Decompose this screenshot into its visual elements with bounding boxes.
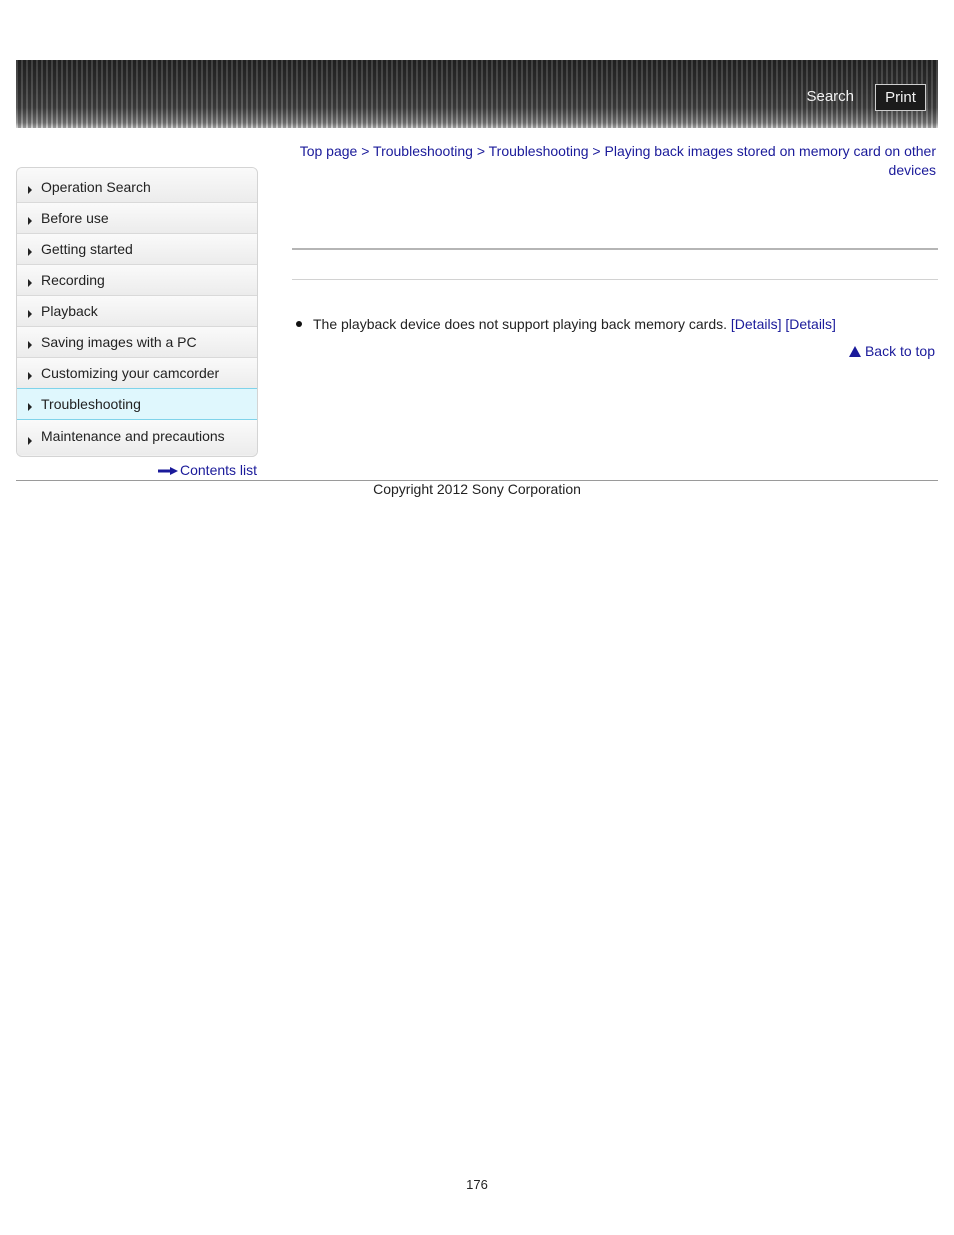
bullet-text: The playback device does not support playing back memory cards. (313, 316, 727, 332)
sidebar-item-playback[interactable] (17, 296, 257, 327)
caret-right-icon (28, 310, 32, 318)
sidebar-item-recording[interactable] (17, 265, 257, 296)
caret-right-icon (28, 372, 32, 380)
arrow-right-icon (158, 467, 178, 475)
back-to-top-label: Back to top (864, 343, 935, 359)
details-link[interactable]: [Details] (785, 316, 836, 332)
sidebar-item-before-use[interactable] (17, 203, 257, 234)
header-bar (16, 60, 938, 128)
sidebar-item-label: Saving images with a PC (41, 334, 197, 350)
sidebar-item-label: Operation Search (41, 179, 151, 195)
details-link[interactable]: [Details] (730, 316, 782, 332)
sidebar-item-label: Troubleshooting (41, 396, 141, 412)
page-number: 176 (466, 1177, 488, 1192)
sidebar-item-label: Playback (41, 303, 98, 319)
breadcrumb-current-page[interactable]: Playing back images stored on memory card on other devices (604, 143, 936, 178)
search-link[interactable]: Search (806, 88, 854, 105)
caret-right-icon (28, 403, 32, 411)
copyright-text: Copyright 2012 Sony Corporation (373, 481, 581, 497)
breadcrumb-separator: > (592, 143, 601, 159)
caret-right-icon (28, 248, 32, 256)
divider (292, 248, 938, 250)
caret-right-icon (28, 341, 32, 349)
breadcrumb-separator: > (361, 143, 370, 159)
sidebar-item-saving-images[interactable] (17, 327, 257, 358)
breadcrumb-troubleshooting-sub[interactable]: Troubleshooting (488, 143, 589, 159)
sidebar-item-getting-started[interactable] (17, 234, 257, 265)
breadcrumb (292, 142, 936, 180)
breadcrumb-troubleshooting[interactable]: Troubleshooting (373, 143, 473, 159)
caret-right-icon (28, 217, 32, 225)
sidebar-item-label: Before use (41, 210, 109, 226)
sidebar-item-label: Maintenance and precautions (41, 428, 225, 444)
bullet-icon (296, 321, 302, 327)
caret-right-icon (28, 186, 32, 194)
breadcrumb-separator: > (476, 143, 485, 159)
breadcrumb-top-page[interactable]: Top page (299, 143, 358, 159)
back-to-top-link[interactable] (849, 343, 935, 359)
sidebar-item-label: Getting started (41, 241, 133, 257)
sidebar-item-label: Customizing your camcorder (41, 365, 220, 381)
contents-list-link[interactable] (158, 462, 257, 478)
sidebar-item-maintenance[interactable] (17, 420, 257, 455)
contents-list-label: Contents list (180, 462, 258, 478)
sidebar-item-customizing[interactable] (17, 358, 257, 389)
sidebar-item-operation-search[interactable] (17, 168, 257, 203)
sidebar-nav (16, 167, 258, 457)
sidebar-item-label: Recording (41, 272, 105, 288)
divider (292, 279, 938, 280)
caret-right-icon (28, 279, 32, 287)
sidebar-item-troubleshooting[interactable] (16, 388, 258, 420)
triangle-up-icon (849, 346, 861, 357)
caret-right-icon (28, 437, 32, 445)
print-button[interactable]: Print (875, 84, 926, 111)
list-item (296, 316, 836, 332)
